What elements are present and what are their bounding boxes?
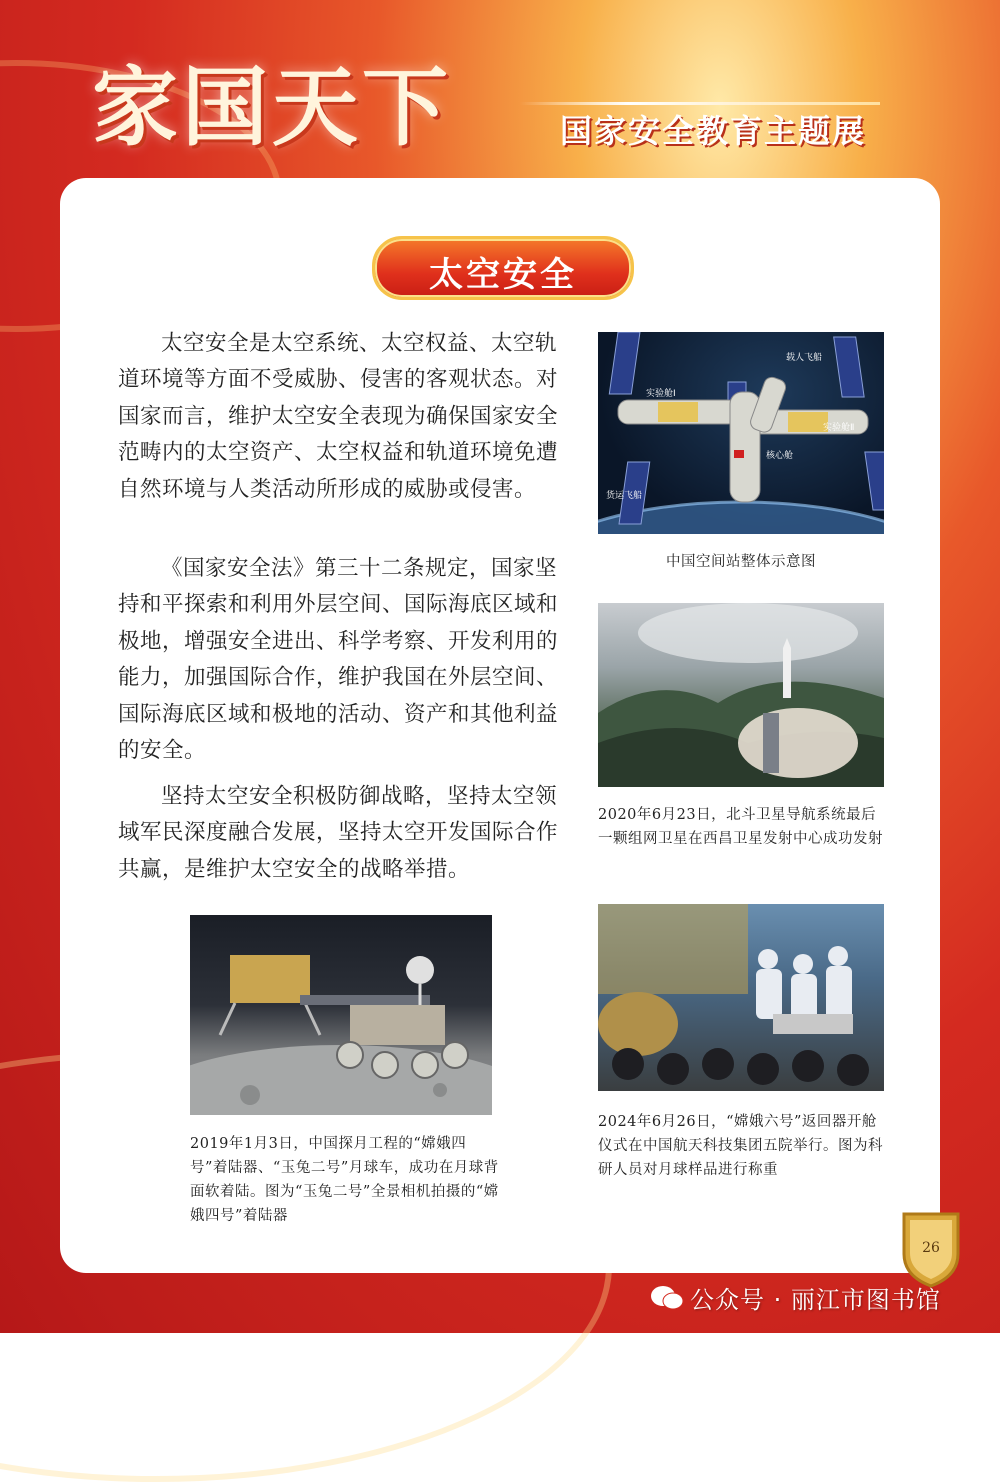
body-paragraph-1: 太空安全是太空系统、太空权益、太空轨道环境等方面不受威胁、侵害的客观状态。对国家而言，维护太空安全表现为确保国家安全范畴内的太空资产、太空权益和轨道环境免遭自然环境与人类活动所形成的威胁或侵害。 (118, 331, 559, 502)
caption-capsule-ceremony: 2024年6月26日，“嫦娥六号”返回器开舱仪式在中国航天科技集团五院举行。图为科研人员对月球样品进行称重 (598, 1114, 883, 1178)
label-core-module: 核心舱 (766, 451, 794, 461)
body-paragraph-3: 坚持太空安全积极防御战略，坚持太空领域军民深度融合发展，坚持太空开发国际合作共赢，是维护太空安全的战略举措。 (118, 784, 559, 882)
caption-space-station: 中国空间站整体示意图 (666, 554, 816, 570)
label-lab-module-1: 实验舱Ⅰ (646, 389, 676, 399)
rocket-launch-illustration (598, 603, 884, 787)
wechat-logo-icon (650, 1284, 684, 1312)
watermark-label: 公众号 · 丽江市图书馆 (690, 1286, 941, 1314)
watermark-text (690, 1280, 941, 1315)
section-header (372, 236, 634, 300)
banner-title: 家国天下 (92, 58, 452, 158)
page-number: 26 (922, 1240, 940, 1256)
lunar-lander-rover-image (190, 915, 492, 1115)
banner-subtitle: 国家安全教育主题展 (560, 112, 867, 150)
lunar-rover-illustration (190, 915, 492, 1115)
label-manned-spacecraft: 载人飞船 (786, 353, 823, 363)
banner-divider (520, 102, 880, 105)
chang-e6-capsule-image (598, 904, 884, 1091)
caption-rocket-launch: 2020年6月23日，北斗卫星导航系统最后一颗组网卫星在西昌卫星发射中心成功发射 (598, 807, 883, 847)
space-station-image (598, 332, 884, 534)
capsule-ceremony-illustration (598, 904, 884, 1091)
label-cargo-spacecraft: 货运飞船 (606, 491, 643, 501)
label-lab-module-2: 实验舱Ⅱ (823, 423, 855, 433)
space-station-illustration (598, 332, 884, 534)
rocket-launch-image (598, 603, 884, 787)
section-title: 太空安全 (429, 255, 577, 295)
caption-lunar-lander: 2019年1月3日，中国探月工程的“嫦娥四号”着陆器、“玉兔二号”月球车，成功在月球背面软着陆。图为“玉兔二号”全景相机拍摄的“嫦娥四号”着陆器 (190, 1136, 499, 1224)
body-paragraph-2: 《国家安全法》第三十二条规定，国家坚持和平探索和利用外层空间、国际海底区域和极地，增强安全进出、科学考察、开发利用的能力，加强国际合作，维护我国在外层空间、国际海底区域和极地的活动、资产和其他利益的安全。 (118, 556, 559, 764)
